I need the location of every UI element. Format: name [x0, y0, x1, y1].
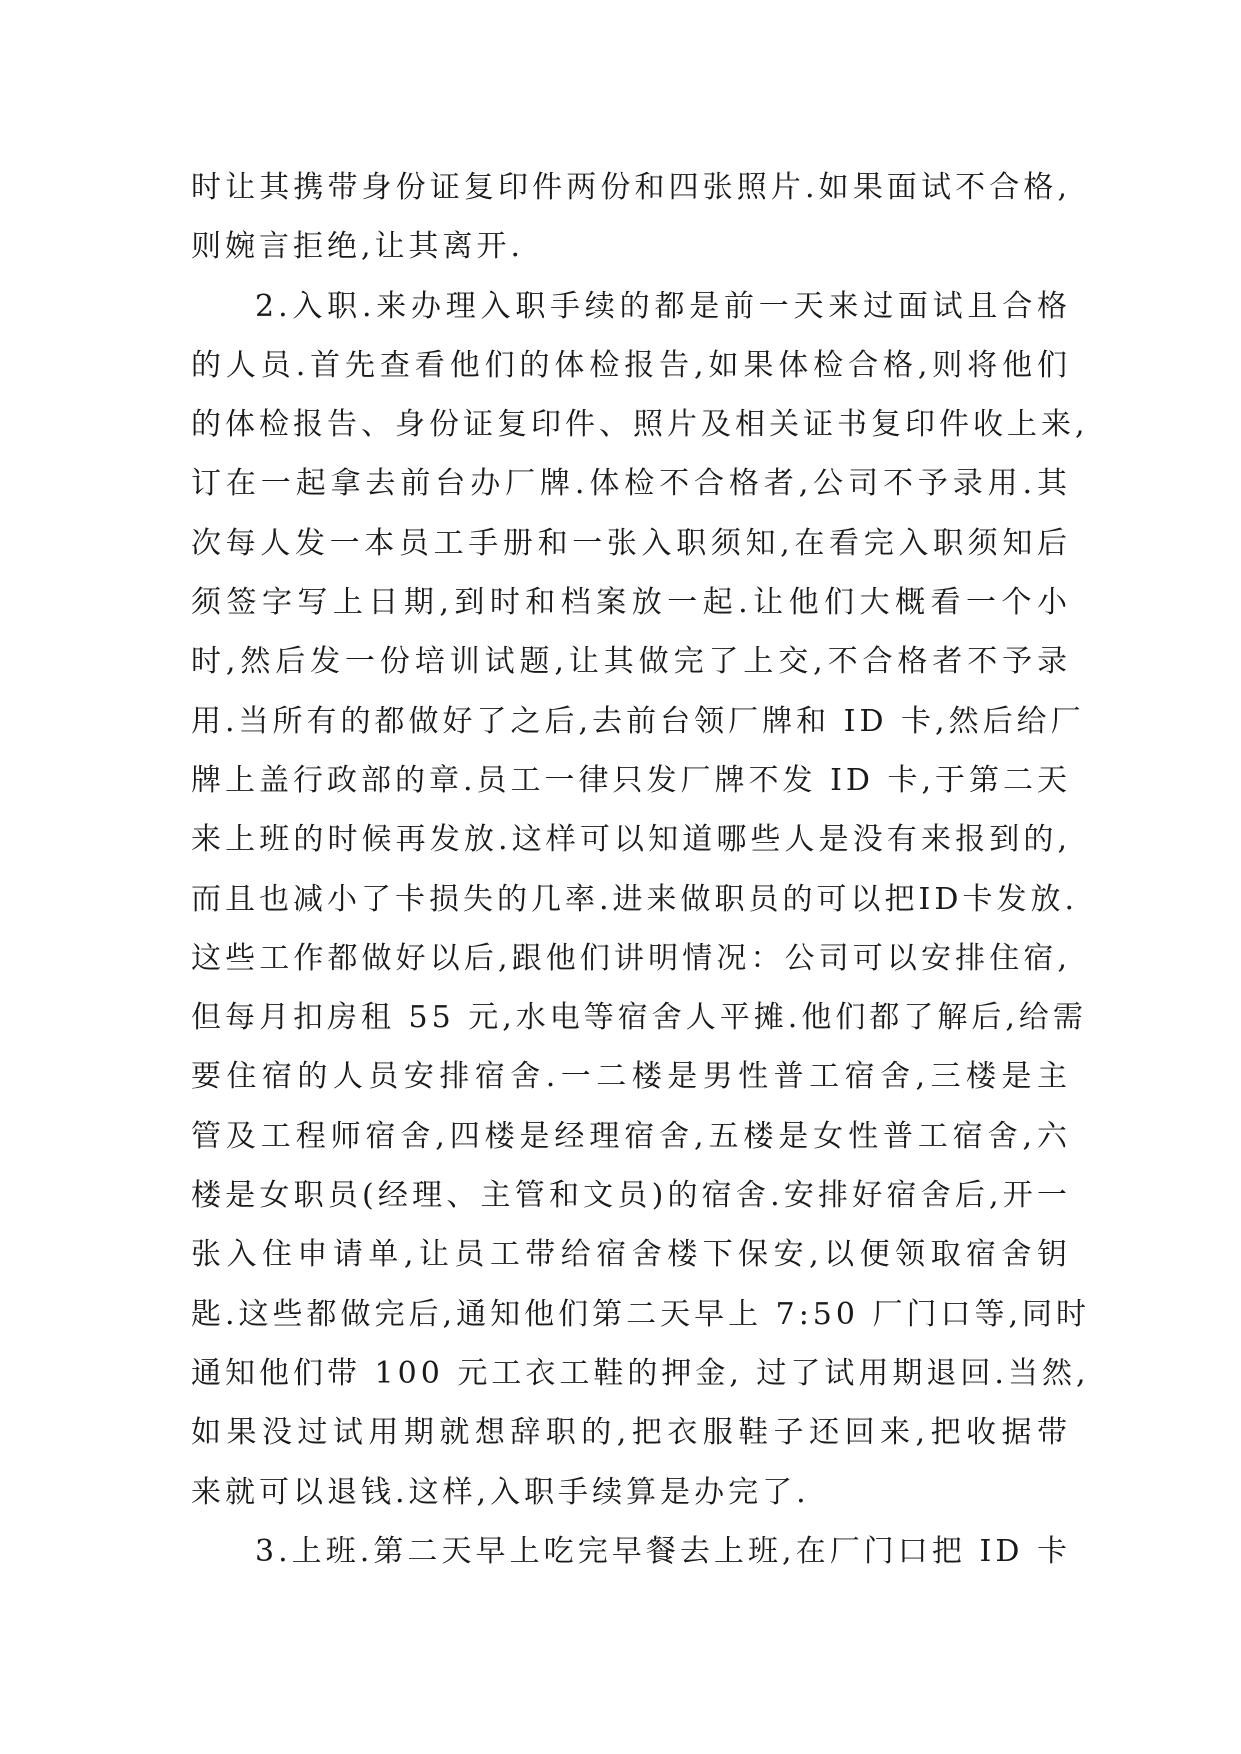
- text-line: 管及工程师宿舍,四楼是经理宿舍,五楼是女性普工宿舍,六: [191, 1118, 1071, 1154]
- text-line: 时让其携带身份证复印件两份和四张照片.如果面试不合格,: [191, 170, 1071, 205]
- body-text: [191, 158, 1091, 1581]
- section-heading-line: 3.上班.第二天早上吃完早餐去上班,在厂门口把 ID 卡: [255, 1533, 1071, 1569]
- text-line: 的体检报告、身份证复印件、照片及相关证书复印件收上来,: [191, 407, 1089, 443]
- text-line: 时,然后发一份培训试题,让其做完了上交,不合格者不予录: [191, 644, 1071, 680]
- text-line: 来就可以退钱.这样,入职手续算是办完了.: [191, 1474, 810, 1510]
- text-line: 牌上盖行政部的章.员工一律只发厂牌不发 ID 卡,于第二天: [191, 762, 1072, 798]
- section-heading-line: 2.入职.来办理入职手续的都是前一天来过面试且合格: [255, 288, 1071, 324]
- text-line: 通知他们带 100 元工衣工鞋的押金, 过了试用期退回.当然,: [191, 1355, 1090, 1391]
- text-line: 则婉言拒绝,让其离开.: [191, 229, 525, 265]
- text-line: 匙.这些都做完后,通知他们第二天早上 7:50 厂门口等,同时: [191, 1296, 1091, 1332]
- text-line: 来上班的时候再发放.这样可以知道哪些人是没有来报到的,: [191, 822, 1071, 858]
- text-line: 楼是女职员(经理、主管和文员)的宿舍.安排好宿舍后,开一: [191, 1178, 1071, 1214]
- text-line: 次每人发一本员工手册和一张入职须知,在看完入职须知后: [191, 525, 1071, 561]
- text-line: 而且也减小了卡损失的几率.进来做职员的可以把ID卡发放.: [191, 881, 1078, 917]
- text-line: 须签字写上日期,到时和档案放一起.让他们大概看一个小: [191, 585, 1071, 621]
- text-line: 张入住申请单,让员工带给宿舍楼下保安,以便领取宿舍钥: [191, 1237, 1071, 1273]
- text-line: 的人员.首先查看他们的体检报告,如果体检合格,则将他们: [191, 347, 1071, 383]
- text-line: 但每月扣房租 55 元,水电等宿舍人平摊.他们都了解后,给需: [191, 1000, 1087, 1036]
- text-line: 要住宿的人员安排宿舍.一二楼是男性普工宿舍,三楼是主: [191, 1059, 1071, 1095]
- text-line: 用.当所有的都做好了之后,去前台领厂牌和 ID 卡,然后给厂: [191, 703, 1085, 739]
- text-line: 如果没过试用期就想辞职的,把衣服鞋子还回来,把收据带: [191, 1415, 1071, 1451]
- text-line: 订在一起拿去前台办厂牌.体检不合格者,公司不予录用.其: [191, 466, 1071, 502]
- text-line: 这些工作都做好以后,跟他们讲明情况：公司可以安排住宿,: [191, 940, 1071, 976]
